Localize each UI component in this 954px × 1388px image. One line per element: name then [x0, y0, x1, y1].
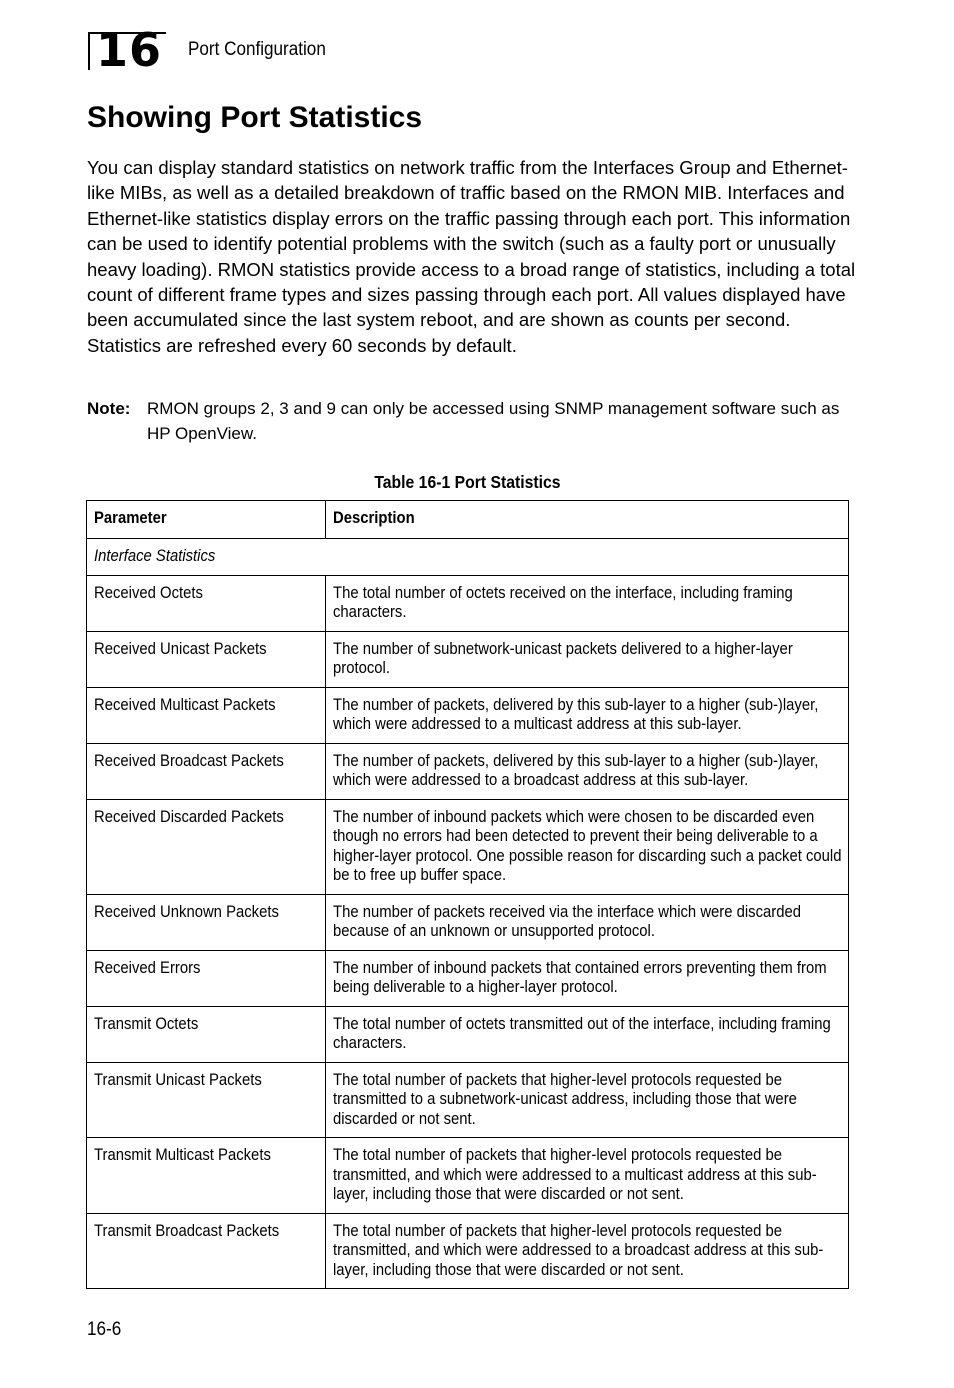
table-caption	[0, 471, 934, 493]
description-cell: The total number of octets transmitted out of the interface, including framing characters.	[326, 1006, 849, 1062]
parameter-cell: Received Unknown Packets	[87, 894, 326, 950]
parameter-cell: Received Octets	[87, 575, 326, 631]
table-caption-text: Table 16-1 Port Statistics	[373, 472, 561, 492]
description-cell: The number of packets, delivered by this sub-layer to a higher (sub-)layer, which were addressed to a broadcast address at this sub-layer.	[326, 743, 849, 799]
parameter-cell: Transmit Broadcast Packets	[87, 1213, 326, 1289]
chapter-title: Port Configuration	[188, 39, 326, 60]
chapter-number: 16	[96, 23, 163, 77]
column-header-description: Description	[326, 501, 849, 539]
note-text: RMON groups 2, 3 and 9 can only be accessed using SNMP management software such as HP OpenView.	[147, 399, 840, 443]
parameter-cell: Received Unicast Packets	[87, 631, 326, 687]
port-statistics-table	[86, 500, 849, 1289]
parameter-cell: Received Multicast Packets	[87, 687, 326, 743]
table-row	[87, 1062, 849, 1138]
group-label: Interface Statistics	[87, 539, 849, 576]
table-row	[87, 894, 849, 950]
table-row	[87, 1138, 849, 1214]
parameter-cell: Transmit Octets	[87, 1006, 326, 1062]
description-cell: The total number of octets received on the interface, including framing characters.	[326, 575, 849, 631]
section-heading: Showing Port Statistics	[87, 101, 423, 134]
description-cell: The total number of packets that higher-level protocols requested be transmitted, and which were addressed to a multicast address at this sub-layer, including those that were discarded or not sent.	[326, 1138, 849, 1214]
intro-paragraph: You can display standard statistics on network traffic from the Interfaces Group and Ethernet-like MIBs, as well as a detailed breakdown of traffic based on the RMON MIB. Interfaces and Ethernet-like statistics display errors on the traffic passing through each port. This information can be used to identify potential problems with the switch (such as a faulty port or unusually heavy loading). RMON statistics provide access to a broad range of statistics, including a total count of different frame types and sizes passing through each port. All values displayed have been accumulated since the last system reboot, and are shown as counts per second. Statistics are refreshed every 60 seconds by default.	[87, 157, 856, 356]
table-row	[87, 799, 849, 894]
table-row	[87, 575, 849, 631]
description-cell: The number of packets received via the interface which were discarded because of an unknown or unsupported protocol.	[326, 894, 849, 950]
table-header-row	[87, 501, 849, 539]
table-group-row	[87, 539, 849, 576]
table-row	[87, 743, 849, 799]
description-cell: The total number of packets that higher-level protocols requested be transmitted to a subnetwork-unicast address, including those that were discarded or not sent.	[326, 1062, 849, 1138]
description-cell: The number of inbound packets that contained errors preventing them from being deliverable to a higher-layer protocol.	[326, 950, 849, 1006]
page-number: 16-6	[87, 1319, 122, 1340]
table-row	[87, 950, 849, 1006]
note-label: Note:	[87, 399, 131, 418]
parameter-cell: Received Broadcast Packets	[87, 743, 326, 799]
table-row	[87, 1213, 849, 1289]
description-cell: The total number of packets that higher-level protocols requested be transmitted, and which were addressed to a broadcast address at this sub-layer, including those that were discarded or not sent.	[326, 1213, 849, 1289]
parameter-cell: Received Errors	[87, 950, 326, 1006]
description-cell: The number of inbound packets which were chosen to be discarded even though no errors had been detected to prevent their being deliverable to a higher-layer protocol. One possible reason for discarding such a packet could be to free up buffer space.	[326, 799, 849, 894]
table-row	[87, 687, 849, 743]
table-row	[87, 1006, 849, 1062]
description-cell: The number of packets, delivered by this sub-layer to a higher (sub-)layer, which were addressed to a multicast address at this sub-layer.	[326, 687, 849, 743]
table-row	[87, 631, 849, 687]
description-cell: The number of subnetwork-unicast packets delivered to a higher-layer protocol.	[326, 631, 849, 687]
parameter-cell: Transmit Unicast Packets	[87, 1062, 326, 1138]
parameter-cell: Received Discarded Packets	[87, 799, 326, 894]
parameter-cell: Transmit Multicast Packets	[87, 1138, 326, 1214]
column-header-parameter: Parameter	[87, 501, 326, 539]
